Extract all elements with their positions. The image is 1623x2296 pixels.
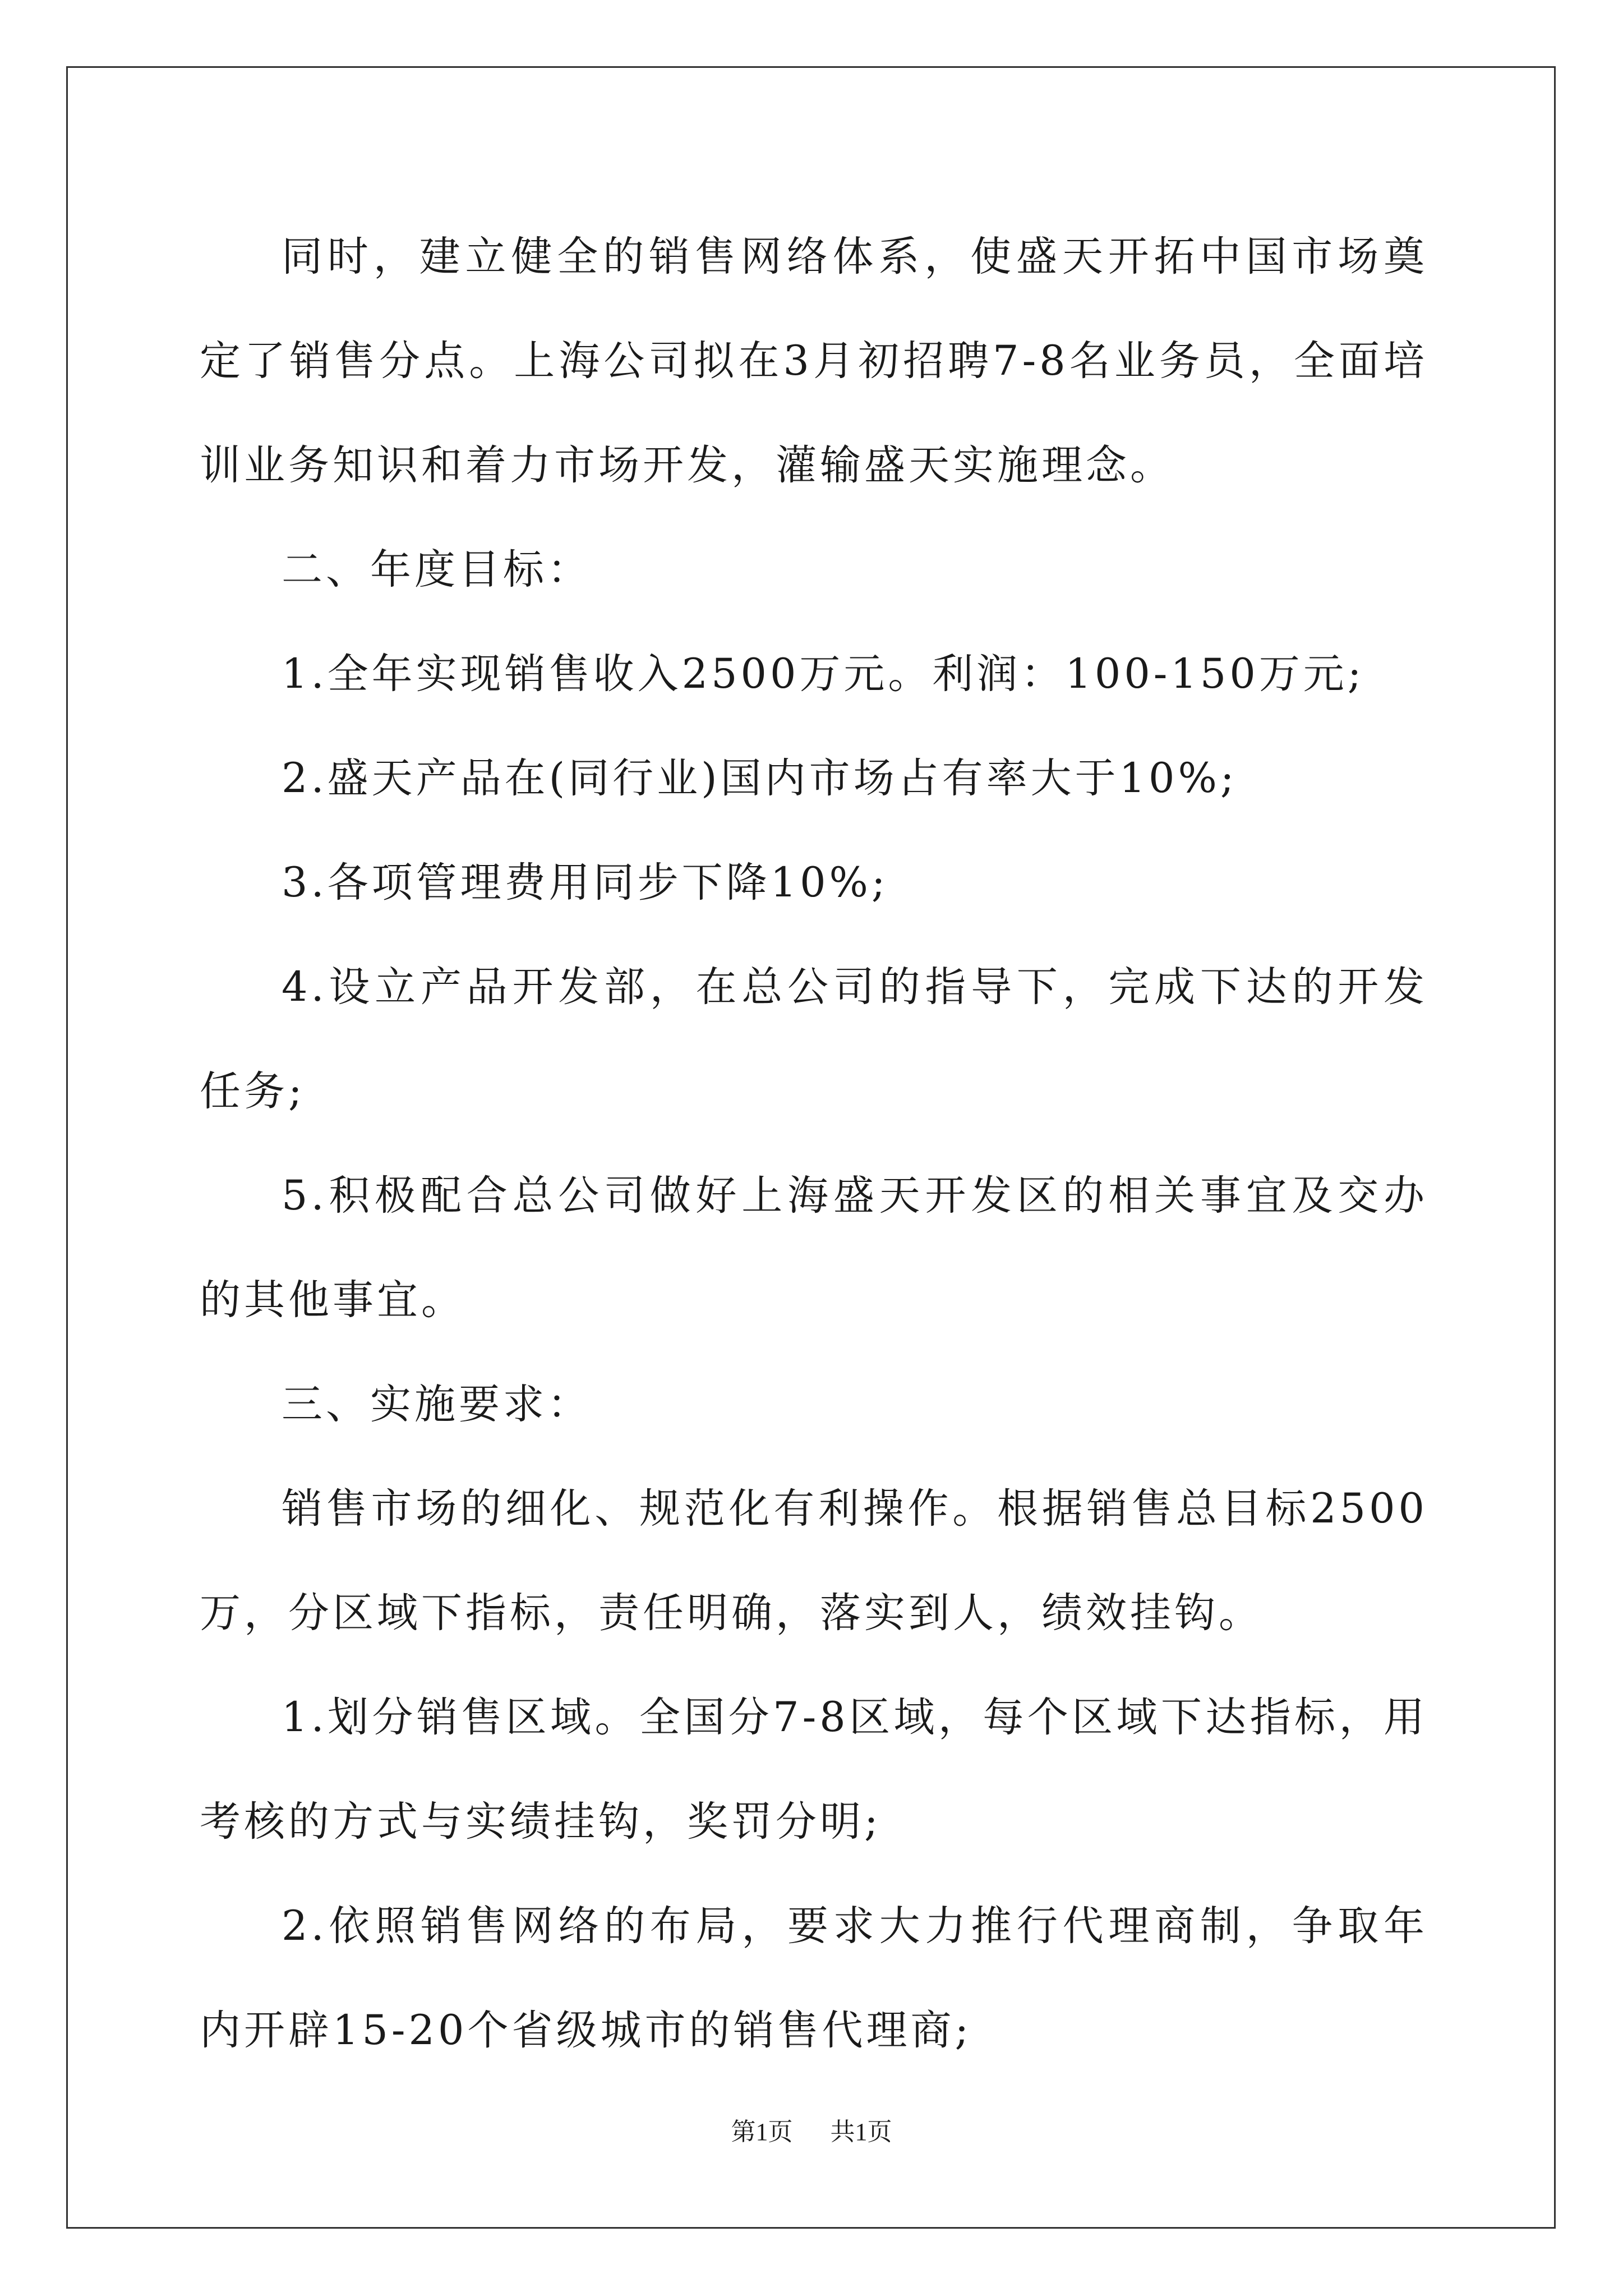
list-item: 1.全年实现销售收入2500万元。利润：100-150万元; — [282, 650, 1365, 698]
section-heading: 二、年度目标： — [282, 546, 592, 593]
page-total: 共1页 — [830, 2118, 892, 2146]
list-item: 1.划分销售区域。全国分7-8区域，每个区域下达指标，用考核的方式与实绩挂钩，奖罚分明; — [200, 1694, 1428, 1846]
paragraph: 销售市场的细化、规范化有利操作。根据销售总目标2500万，分区域下指标，责任明确，落实到人，绩效挂钩。 — [200, 1485, 1428, 1637]
list-item: 3.各项管理费用同步下降10%; — [282, 859, 889, 907]
list-item: 2.依照销售网络的布局，要求大力推行代理商制，争取年内开辟15-20个省级城市的销售代理商; — [200, 1902, 1428, 2054]
section-heading: 三、实施要求： — [282, 1381, 592, 1428]
page-footer — [0, 2115, 1623, 2149]
list-item: 2.盛天产品在(同行业)国内市场占有率大于10%; — [282, 754, 1238, 802]
list-item: 4.设立产品开发部，在总公司的指导下，完成下达的开发任务; — [200, 963, 1428, 1115]
paragraph: 同时，建立健全的销售网络体系，使盛天开拓中国市场奠定了销售分点。上海公司拟在3月初招聘7-8名业务员，全面培训业务知识和着力市场开发，灌输盛天实施理念。 — [200, 233, 1428, 489]
document-body — [200, 205, 1428, 2083]
list-item: 5.积极配合总公司做好上海盛天开发区的相关事宜及交办的其他事宜。 — [200, 1172, 1428, 1324]
page-number: 第1页 — [731, 2118, 793, 2146]
